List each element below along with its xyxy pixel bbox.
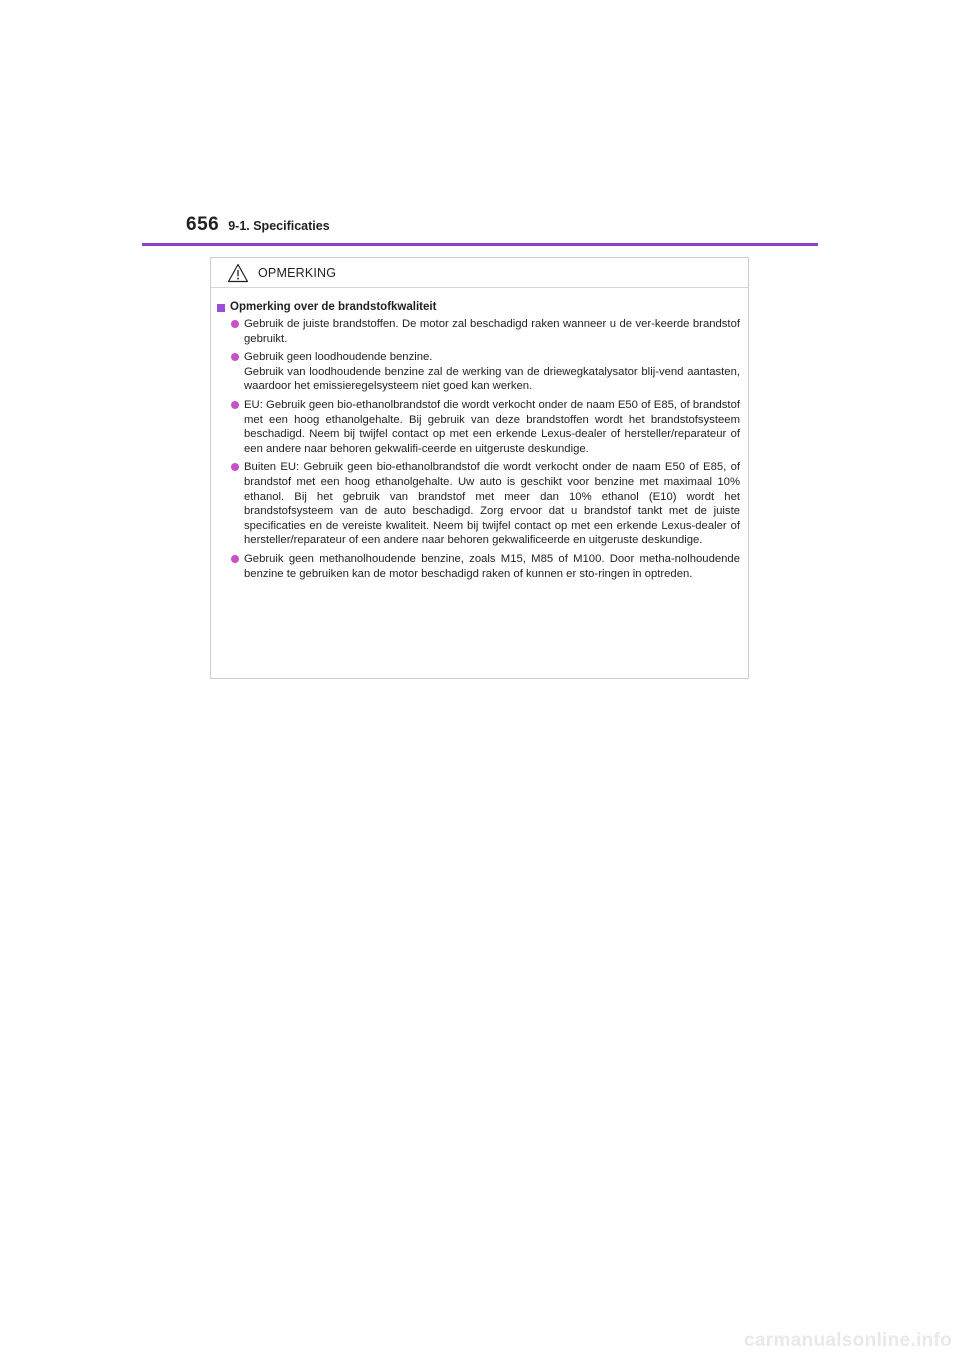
subheading-text: Opmerking over de brandstofkwaliteit <box>230 301 437 313</box>
list-item <box>217 350 740 394</box>
square-bullet-icon <box>217 304 225 312</box>
circle-bullet-icon <box>231 463 239 471</box>
item-text: Gebruik geen loodhoudende benzine. <box>244 351 433 364</box>
notice-box <box>210 257 749 679</box>
item-text: Buiten EU: Gebruik geen bio-ethanolbrandstof die wordt verkocht onder de naam E50 of E85, of brandstof met een hoog ethanolgehalte. Uw auto is geschikt voor benzine met maximaal 10% ethanol. Bij het gebruik van brandstof met meer dan 10% ethanol (E10) wordt het brandstofsysteem van de auto beschadigd. Zorg ervoor dat u brandstof tankt met de juiste specificaties en de vereiste kwaliteit. Neem bij twijfel contact op met een erkende Lexus-dealer of hersteller/reparateur of een andere naar behoren gekwalificeerde en uitgeruste deskundige. <box>244 461 740 547</box>
list-item <box>217 460 740 548</box>
notice-body <box>211 288 748 581</box>
item-text: Gebruik de juiste brandstoffen. De motor zal beschadigd raken wanneer u de ver-keerde brandstof gebruikt. <box>244 318 740 345</box>
list-item <box>217 398 740 456</box>
header-divider <box>142 243 818 246</box>
notice-subheading <box>217 301 740 313</box>
circle-bullet-icon <box>231 555 239 563</box>
warning-triangle-icon <box>227 263 249 283</box>
item-text: Gebruik van loodhoudende benzine zal de werking van de driewegkatalysator blij-vend aantasten, waardoor het emissieregelsysteem niet goed kan werken. <box>244 365 740 393</box>
notice-title: OPMERKING <box>258 265 337 280</box>
item-text: Gebruik geen methanolhoudende benzine, zoals M15, M85 of M100. Door metha-nolhoudende benzine te gebruiken kan de motor beschadigd raken of kunnen er sto-ringen in optreden. <box>244 552 740 580</box>
section-title: 9-1. Specificaties <box>228 219 330 233</box>
page-number: 656 <box>186 214 220 235</box>
list-item <box>217 552 740 581</box>
bullet-list <box>217 317 740 581</box>
circle-bullet-icon <box>231 320 239 328</box>
list-item <box>217 317 740 346</box>
page-header <box>186 214 330 236</box>
circle-bullet-icon <box>231 401 239 409</box>
watermark: carmanualsonline.info <box>744 1330 952 1351</box>
item-text: EU: Gebruik geen bio-ethanolbrandstof die wordt verkocht onder de naam E50 of E85, of brandstof met een hoog ethanolgehalte. Bij gebruik van deze brandstoffen wordt het brandstofsysteem beschadigd. Neem bij twijfel contact op met een erkende Lexus-dealer of hersteller/reparateur of een andere naar behoren gekwalifi-ceerde en uitgeruste deskundige. <box>244 398 740 455</box>
circle-bullet-icon <box>231 353 239 361</box>
notice-header <box>211 258 748 288</box>
